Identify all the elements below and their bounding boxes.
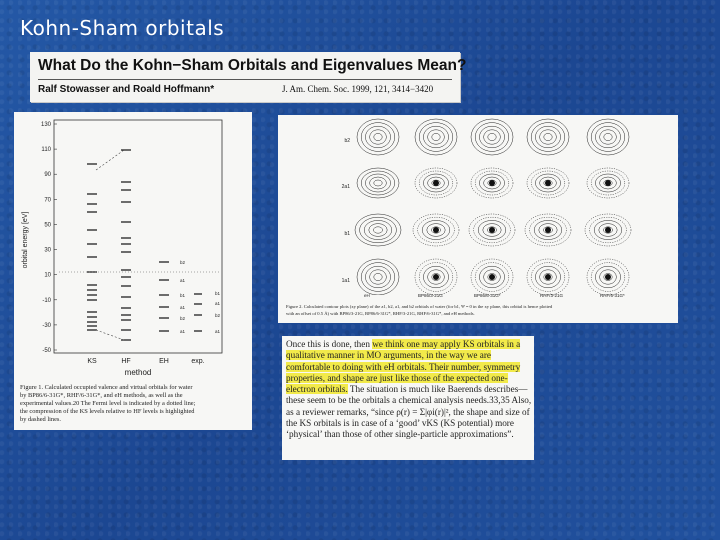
y-tick-label: -30 [42,322,51,329]
figure-2-caption [286,304,678,317]
contour-plot [525,214,571,246]
contour-plot [527,259,569,295]
contour-plot [469,214,515,246]
column-labels [278,293,678,302]
row-label: 1a1 [341,278,350,284]
y-tick-label: 30 [44,247,51,254]
row-label: b1 [344,231,350,237]
contour-plot [585,214,631,246]
y-tick-label: -50 [42,348,51,354]
contour-plot [587,168,629,198]
orbital-contour-grid [278,115,678,295]
contour-plot [471,119,513,155]
x-tick-ks: KS [87,358,97,365]
row-label: b2 [344,138,350,144]
contour-plot [471,259,513,295]
row-label: 2a1 [341,184,350,190]
paper-authors: Ralf Stowasser and Roald Hoffmann* [38,84,215,95]
y-axis-label: orbital energy [eV] [22,211,29,269]
contour-plot [357,259,399,295]
eh-label: a1 [180,305,186,310]
energy-levels [87,150,202,340]
contour-plots [355,119,631,295]
title-rule [38,79,452,80]
contour-plot [587,119,629,155]
caption-line: by BP86/6-31G*, RHF/6-31G*, and eH methods, as well as the [20,392,183,399]
contour-plot [357,168,399,198]
contour-plot [527,119,569,155]
eh-label: a1 [180,329,186,334]
exp-label: a1 [215,301,221,306]
figure-1-caption [20,384,250,424]
exp-label: a1 [215,329,221,334]
contour-plot [415,259,457,295]
compression-lines [96,150,124,340]
contour-plot [357,119,399,155]
paper-journal: J. Am. Chem. Soc. 1999, 121, 3414−3420 [282,84,434,94]
x-axis-label: method [124,368,152,377]
figure-2 [278,115,678,323]
paper-header [30,52,467,102]
col-label: BP86/6-31G* [474,293,501,298]
y-tick-label: 90 [44,172,51,179]
y-tick-label: 50 [44,222,51,229]
caption-line: by dashed lines. [20,416,61,423]
contour-plot [415,168,457,198]
x-tick-exp: exp. [191,358,205,365]
x-tick-hf: HF [121,358,131,365]
eh-label: a1 [180,278,186,283]
quote-paragraph [286,339,532,441]
col-label: BP86/3-21G [418,293,443,298]
y-tick-label: 110 [41,147,51,154]
quote-highlight: we think one may apply KS orbitals in a qualitative manner in MO arguments, in the way we are comfortable to doing with eH orbitals. Their number, symmetry properties, and shape are just like those of the expected one-electron orbitals. [286,339,521,395]
x-tick-eh: EH [159,358,169,365]
contour-plot [527,168,569,198]
y-tick-label: 70 [44,197,51,204]
caption-line: the compression of the KS levels relative to HF levels is highlighted [20,408,195,415]
y-tick-label: -10 [42,297,51,304]
figure-1 [14,112,252,430]
caption-line: Figure 2. Calculated contour plots (xy plane) of the a1, b2, a1, and b2 orbitals of water (for b1, Ψ = 0 in the xy plane, this orbital is hence plotted [286,304,553,309]
eh-label: b2 [180,260,186,265]
quote-text: The situation is much like Baerends describes—these seem to be the orbitals a chemical analysis needs.33,35 Also, as a reviewer remarks, “since ρ(r) = Σ|φi(r)|², the shape and size of the KS orbitals is in case of a ‘good’ vKS (KS potential) more ‘physical’ than those of other single-particle approximations”. [286,384,532,440]
col-label: eH [364,293,370,298]
col-label: RHF/6-31G* [600,293,625,298]
y-tick-labels [41,122,52,354]
slide-title: Kohn-Sham orbitals [20,16,225,40]
exp-label: b2 [215,313,221,318]
col-label: RHF/3-21G [540,293,564,298]
caption-line: Figure 1. Calculated occupied valence and virtual orbitals for water [20,384,193,391]
eh-label: b2 [180,316,186,321]
y-tick-label: 10 [44,272,51,279]
contour-plot [471,168,513,198]
exp-label: b1 [215,291,221,296]
paper-title: What Do the Kohn−Sham Orbitals and Eigenvalues Mean? [38,57,467,74]
caption-line: experimental values.20 The Fermi level is indicated by a dotted line; [20,400,196,407]
eh-label: b1 [180,293,186,298]
quote-text: Once this is done, then [286,339,373,349]
energy-level-diagram [14,112,252,430]
contour-plot [587,259,629,295]
y-tick-label: 130 [40,122,51,128]
contour-plot [415,119,457,155]
quote-excerpt [282,336,534,460]
contour-plot [413,214,459,246]
caption-line: with an offset of 0.5 Å) with BP86/3-21G, BP86/6-31G*, RHF/3-21G, RHF/6-31G*, and eH methods. [286,310,475,316]
contour-plot [355,214,401,246]
